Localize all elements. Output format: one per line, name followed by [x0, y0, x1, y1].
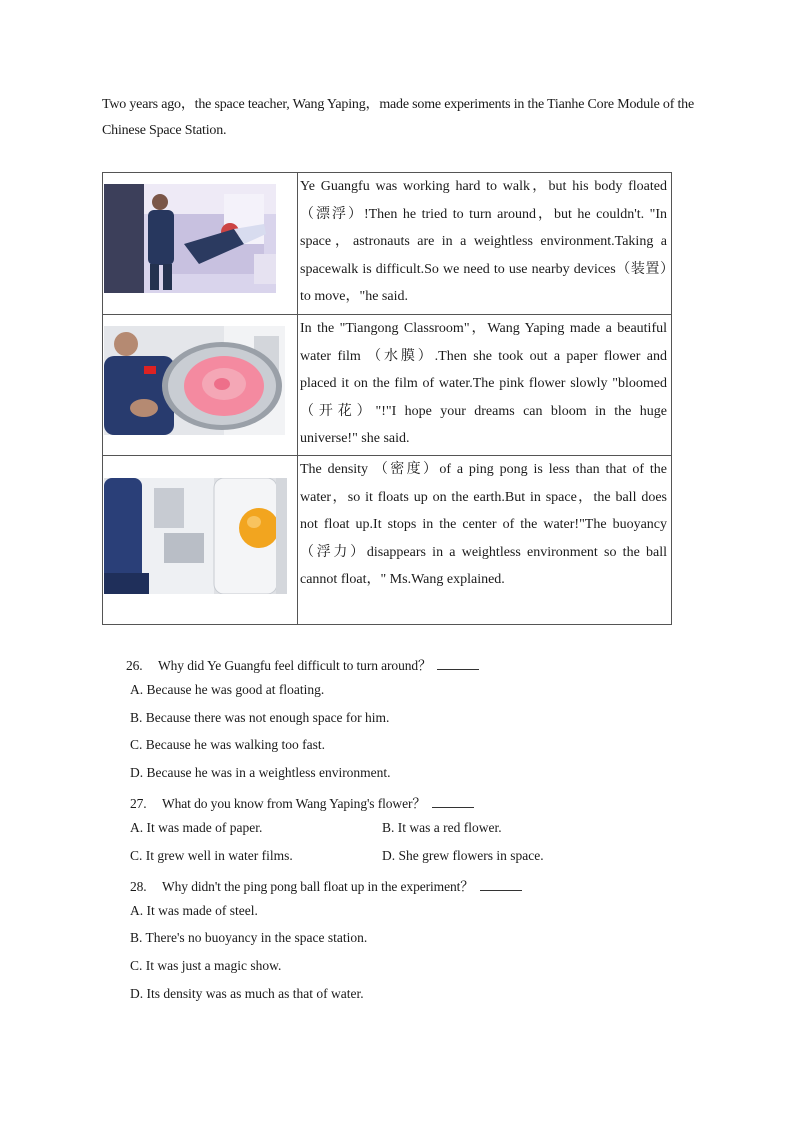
- paper-flower-photo: [104, 326, 285, 435]
- photo-cell: [103, 315, 298, 456]
- astronaut-cabin-photo: [104, 184, 276, 293]
- option-27-d[interactable]: D. She grew flowers in space.: [382, 848, 544, 863]
- option-27-c[interactable]: C. It grew well in water films.: [130, 848, 293, 863]
- photo-cell: [103, 456, 298, 625]
- photo-cell: [103, 173, 298, 315]
- option-26-b[interactable]: B. Because there was not enough space for him.: [130, 710, 390, 725]
- passage-text: Ye Guangfu was working hard to walk，but his body floated （漂浮）!Then he tried to turn around，but he couldn't. "In space，astronauts are in a weightless environment.Taking a spacewalk is difficult.So we need to use nearby devices（装置）to move，"he said.: [298, 173, 672, 315]
- answer-blank[interactable]: [432, 795, 474, 808]
- option-28-b[interactable]: B. There's no buoyancy in the space station.: [130, 930, 368, 945]
- intro-paragraph: Two years ago，the space teacher, Wang Yaping，made some experiments in the Tianhe Core Module of the Chinese Space Station.: [102, 97, 694, 138]
- option-28-c[interactable]: C. It was just a magic show.: [130, 958, 282, 973]
- option-26-d[interactable]: D. Because he was in a weightless environment.: [130, 765, 391, 780]
- answer-blank[interactable]: [480, 878, 522, 891]
- option-26-c[interactable]: C. Because he was walking too fast.: [130, 737, 325, 752]
- answer-blank[interactable]: [437, 657, 479, 670]
- option-27-a[interactable]: A. It was made of paper.: [130, 820, 263, 835]
- option-26-a[interactable]: A. Because he was good at floating.: [130, 682, 325, 697]
- question-text: Why didn't the ping pong ball float up in the experiment？: [162, 879, 474, 894]
- table-row: [103, 456, 672, 625]
- question-26: [126, 654, 479, 674]
- question-text: Why did Ye Guangfu feel difficult to turn around？: [158, 658, 432, 673]
- question-text: What do you know from Wang Yaping's flower？: [162, 796, 426, 811]
- question-28: [130, 875, 522, 895]
- passage-text: In the "Tiangong Classroom"，Wang Yaping made a beautiful water film （水膜）.Then she took out a paper flower and placed it on the film of water.The pink flower slowly "bloomed（开花）"!"I hope your dreams can bloom in the huge universe!" she said.: [298, 315, 672, 456]
- question-number: 26.: [126, 658, 143, 673]
- table-row: [103, 173, 672, 315]
- question-number: 27.: [130, 796, 147, 811]
- option-28-d[interactable]: D. Its density was as much as that of water.: [130, 986, 364, 1001]
- passage-text: The density （密度）of a ping pong is less than that of the water，so it floats up on the earth.But in space，the ball does not float up.It stops in the center of the water!"The buoyancy （浮力）disappears in a weightless environment so the ball cannot float，" Ms.Wang explained.: [298, 456, 672, 625]
- option-27-b[interactable]: B. It was a red flower.: [382, 820, 502, 835]
- passage-table: [102, 172, 672, 625]
- question-number: 28.: [130, 879, 147, 894]
- question-27: [130, 792, 474, 812]
- option-28-a[interactable]: A. It was made of steel.: [130, 903, 258, 918]
- ping-pong-ball-photo: [104, 478, 287, 594]
- table-row: [103, 315, 672, 456]
